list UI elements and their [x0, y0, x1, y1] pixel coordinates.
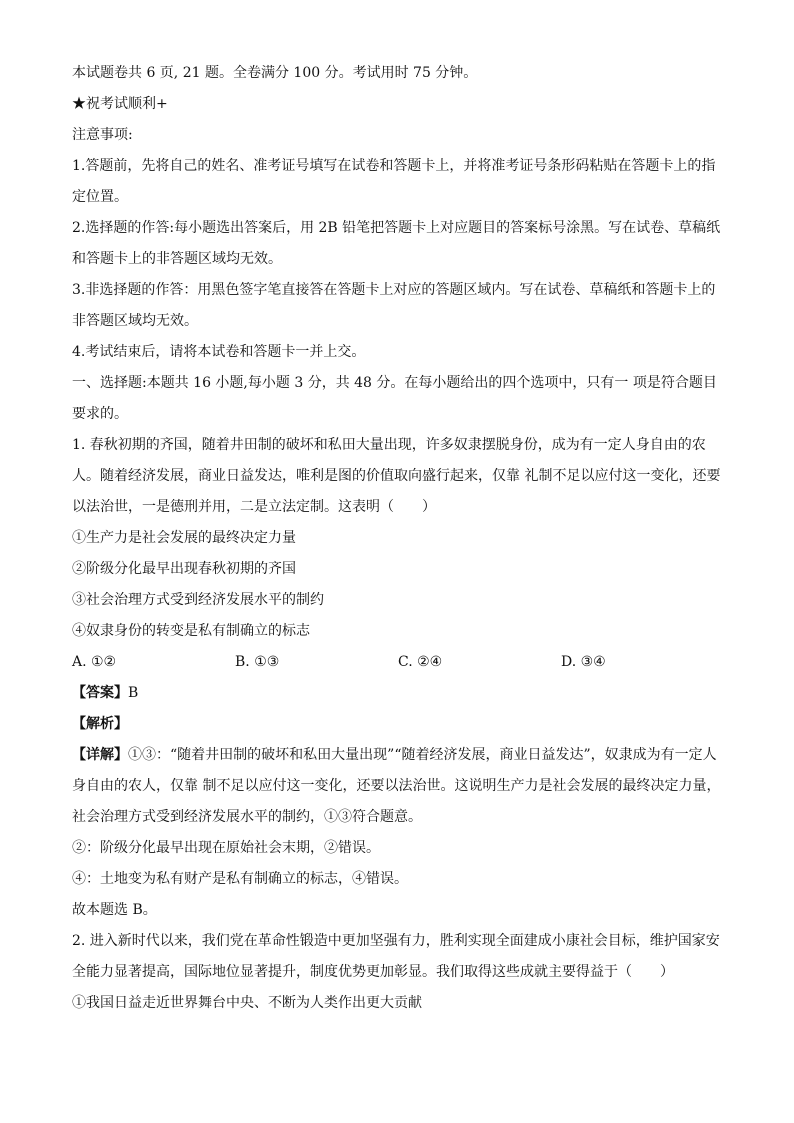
exam-info: 本试题卷共 6 页, 21 题。全卷满分 100 分。考试用时 75 分钟。: [72, 65, 478, 81]
option-d: D. ③④: [561, 654, 606, 670]
question-1-detail-4: ④：土地变为私有财产是私有制确立的标志，④错误。: [72, 871, 408, 887]
option-b: B. ①③: [235, 654, 280, 670]
question-1-detail-2: ②：阶级分化最早出现在原始社会末期，②错误。: [72, 840, 380, 856]
question-1-answer: [72, 678, 724, 709]
question-1-statement-2: ②阶级分化最早出现春秋初期的齐国: [72, 561, 296, 577]
answer-value: B: [128, 685, 139, 701]
question-1-detail: [72, 740, 724, 833]
question-1-stem: 1. 春秋初期的齐国，随着井田制的破坏和私田大量出现，许多奴隶摆脱身份，成为有一定人身自由的农人。随着经济发展，商业日益发达，唯利是图的价值取向盛行起来，仅靠 礼制不足以应付这一变化，还要以法治世，一是德刑并用，二是立法定制。这表明（ ）: [72, 437, 721, 515]
option-c: C. ②④: [398, 654, 443, 670]
question-2-statement-1: ①我国日益走近世界舞台中央、不断为人类作出更大贡献: [72, 995, 422, 1011]
section-heading: 一、选择题:本题共 16 小题,每小题 3 分，共 48 分。在每小题给出的四个选项中，只有一 项是符合题目要求的。: [72, 375, 717, 422]
good-luck-wish: ★祝考试顺利+: [72, 96, 168, 112]
analysis-label: 【解析】: [72, 716, 128, 732]
question-1-statement-3: ③社会治理方式受到经济发展水平的制约: [72, 592, 324, 608]
notice-item-3: 3.非选择题的作答：用黑色签字笔直接答在答题卡上对应的答题区域内。写在试卷、草稿纸和答题卡上的非答题区域均无效。: [72, 282, 716, 329]
notice-title: 注意事项:: [72, 127, 133, 143]
notice-item-2: 2.选择题的作答:每小题选出答案后，用 2B 铅笔把答题卡上对应题目的答案标号涂黑。写在试卷、草稿纸和答题卡上的非答题区域均无效。: [72, 220, 721, 267]
answer-tag: 【答案】: [72, 685, 128, 701]
question-1-statement-1: ①生产力是社会发展的最终决定力量: [72, 530, 296, 546]
question-1-statement-4: ④奴隶身份的转变是私有制确立的标志: [72, 623, 310, 639]
detail-tag: 【详解】: [72, 747, 128, 763]
exam-page: [72, 58, 724, 1019]
notice-item-4: 4.考试结束后，请将本试卷和答题卡一并上交。: [72, 344, 366, 360]
question-2-stem: 2. 进入新时代以来，我们党在革命性锻造中更加坚强有力，胜利实现全面建成小康社会目标，维护国家安全能力显著提高，国际地位显著提升，制度优势更加彰显。我们取得这些成就主要得益于（ ）: [72, 933, 720, 980]
detail-text: ①③：“随着井田制的破坏和私田大量出现”“随着经济发展，商业日益发达”，奴隶成为有一定人身自由的农人，仅靠 制不足以应付这一变化，还要以法治世。这说明生产力是社会发展的最终决定力量，社会治理方式受到经济发展水平的制约，①③符合题意。: [72, 747, 721, 825]
analysis-tag: [72, 709, 724, 740]
notice-item-1: 1.答题前，先将自己的姓名、准考证号填写在试卷和答题卡上，并将准考证号条形码粘贴在答题卡上的指定位置。: [72, 158, 716, 205]
option-a: A. ①②: [72, 654, 117, 670]
question-1-conclusion: 故本题选 B。: [72, 902, 157, 918]
question-1-options: [72, 647, 724, 678]
